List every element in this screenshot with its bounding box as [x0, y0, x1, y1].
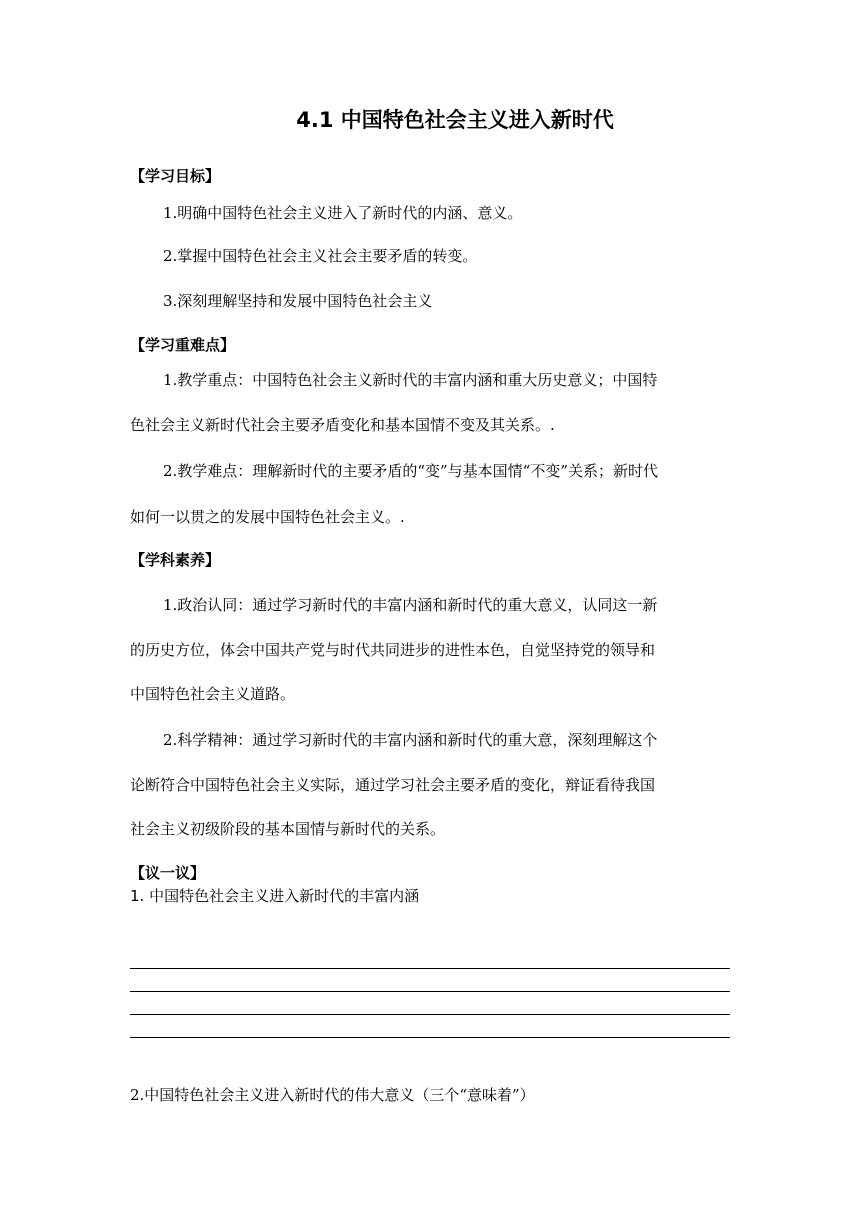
literacy-2-line-1: 2.科学精神：通过学习新时代的丰富内涵和新时代的重大意，深刻理解这个 — [163, 731, 658, 749]
section-heading-discuss: 【议一议】 — [130, 864, 206, 882]
literacy-2-line-2: 论断符合中国特色社会主义实际，通过学习社会主要矛盾的变化，辩证看待我国 — [130, 776, 656, 794]
literacy-1-line-2: 的历史方位，体会中国共产党与时代共同进步的进性本色，自觉坚持党的领导和 — [130, 641, 656, 659]
answer-line-3 — [130, 1014, 730, 1015]
discuss-question-2: 2.中国特色社会主义进入新时代的伟大意义（三个“意味着”） — [130, 1086, 535, 1104]
keypoint-1-line-2: 色社会主义新时代社会主要矛盾变化和基本国情不变及其关系。. — [130, 416, 555, 434]
keypoint-2-line-2: 如何一以贯之的发展中国特色社会主义。. — [130, 508, 405, 526]
literacy-1-line-1: 1.政治认同：通过学习新时代的丰富内涵和新时代的重大意义，认同这一新 — [163, 596, 658, 614]
goal-item-1: 1.明确中国特色社会主义进入了新时代的内涵、意义。 — [163, 204, 523, 222]
keypoint-1-line-1: 1.教学重点：中国特色社会主义新时代的丰富内涵和重大历史意义；中国特 — [163, 371, 658, 389]
keypoint-2-line-1: 2.教学难点：理解新时代的主要矛盾的“变”与基本国情“不变”关系；新时代 — [163, 462, 658, 480]
goal-item-2: 2.掌握中国特色社会主义社会主要矛盾的转变。 — [163, 247, 478, 265]
section-heading-literacy: 【学科素养】 — [130, 551, 221, 569]
answer-line-4 — [130, 1037, 730, 1038]
answer-line-1 — [130, 968, 730, 969]
answer-line-2 — [130, 991, 730, 992]
literacy-2-line-3: 社会主义初级阶段的基本国情与新时代的关系。 — [130, 820, 446, 838]
section-heading-keypoints: 【学习重难点】 — [130, 336, 236, 354]
section-heading-goals: 【学习目标】 — [130, 167, 221, 185]
discuss-question-1: 1. 中国特色社会主义进入新时代的丰富内涵 — [130, 887, 420, 905]
page-title: 4.1 中国特色社会主义进入新时代 — [296, 108, 614, 132]
literacy-1-line-3: 中国特色社会主义道路。 — [130, 685, 296, 703]
goal-item-3: 3.深刻理解坚持和发展中国特色社会主义 — [163, 292, 433, 310]
